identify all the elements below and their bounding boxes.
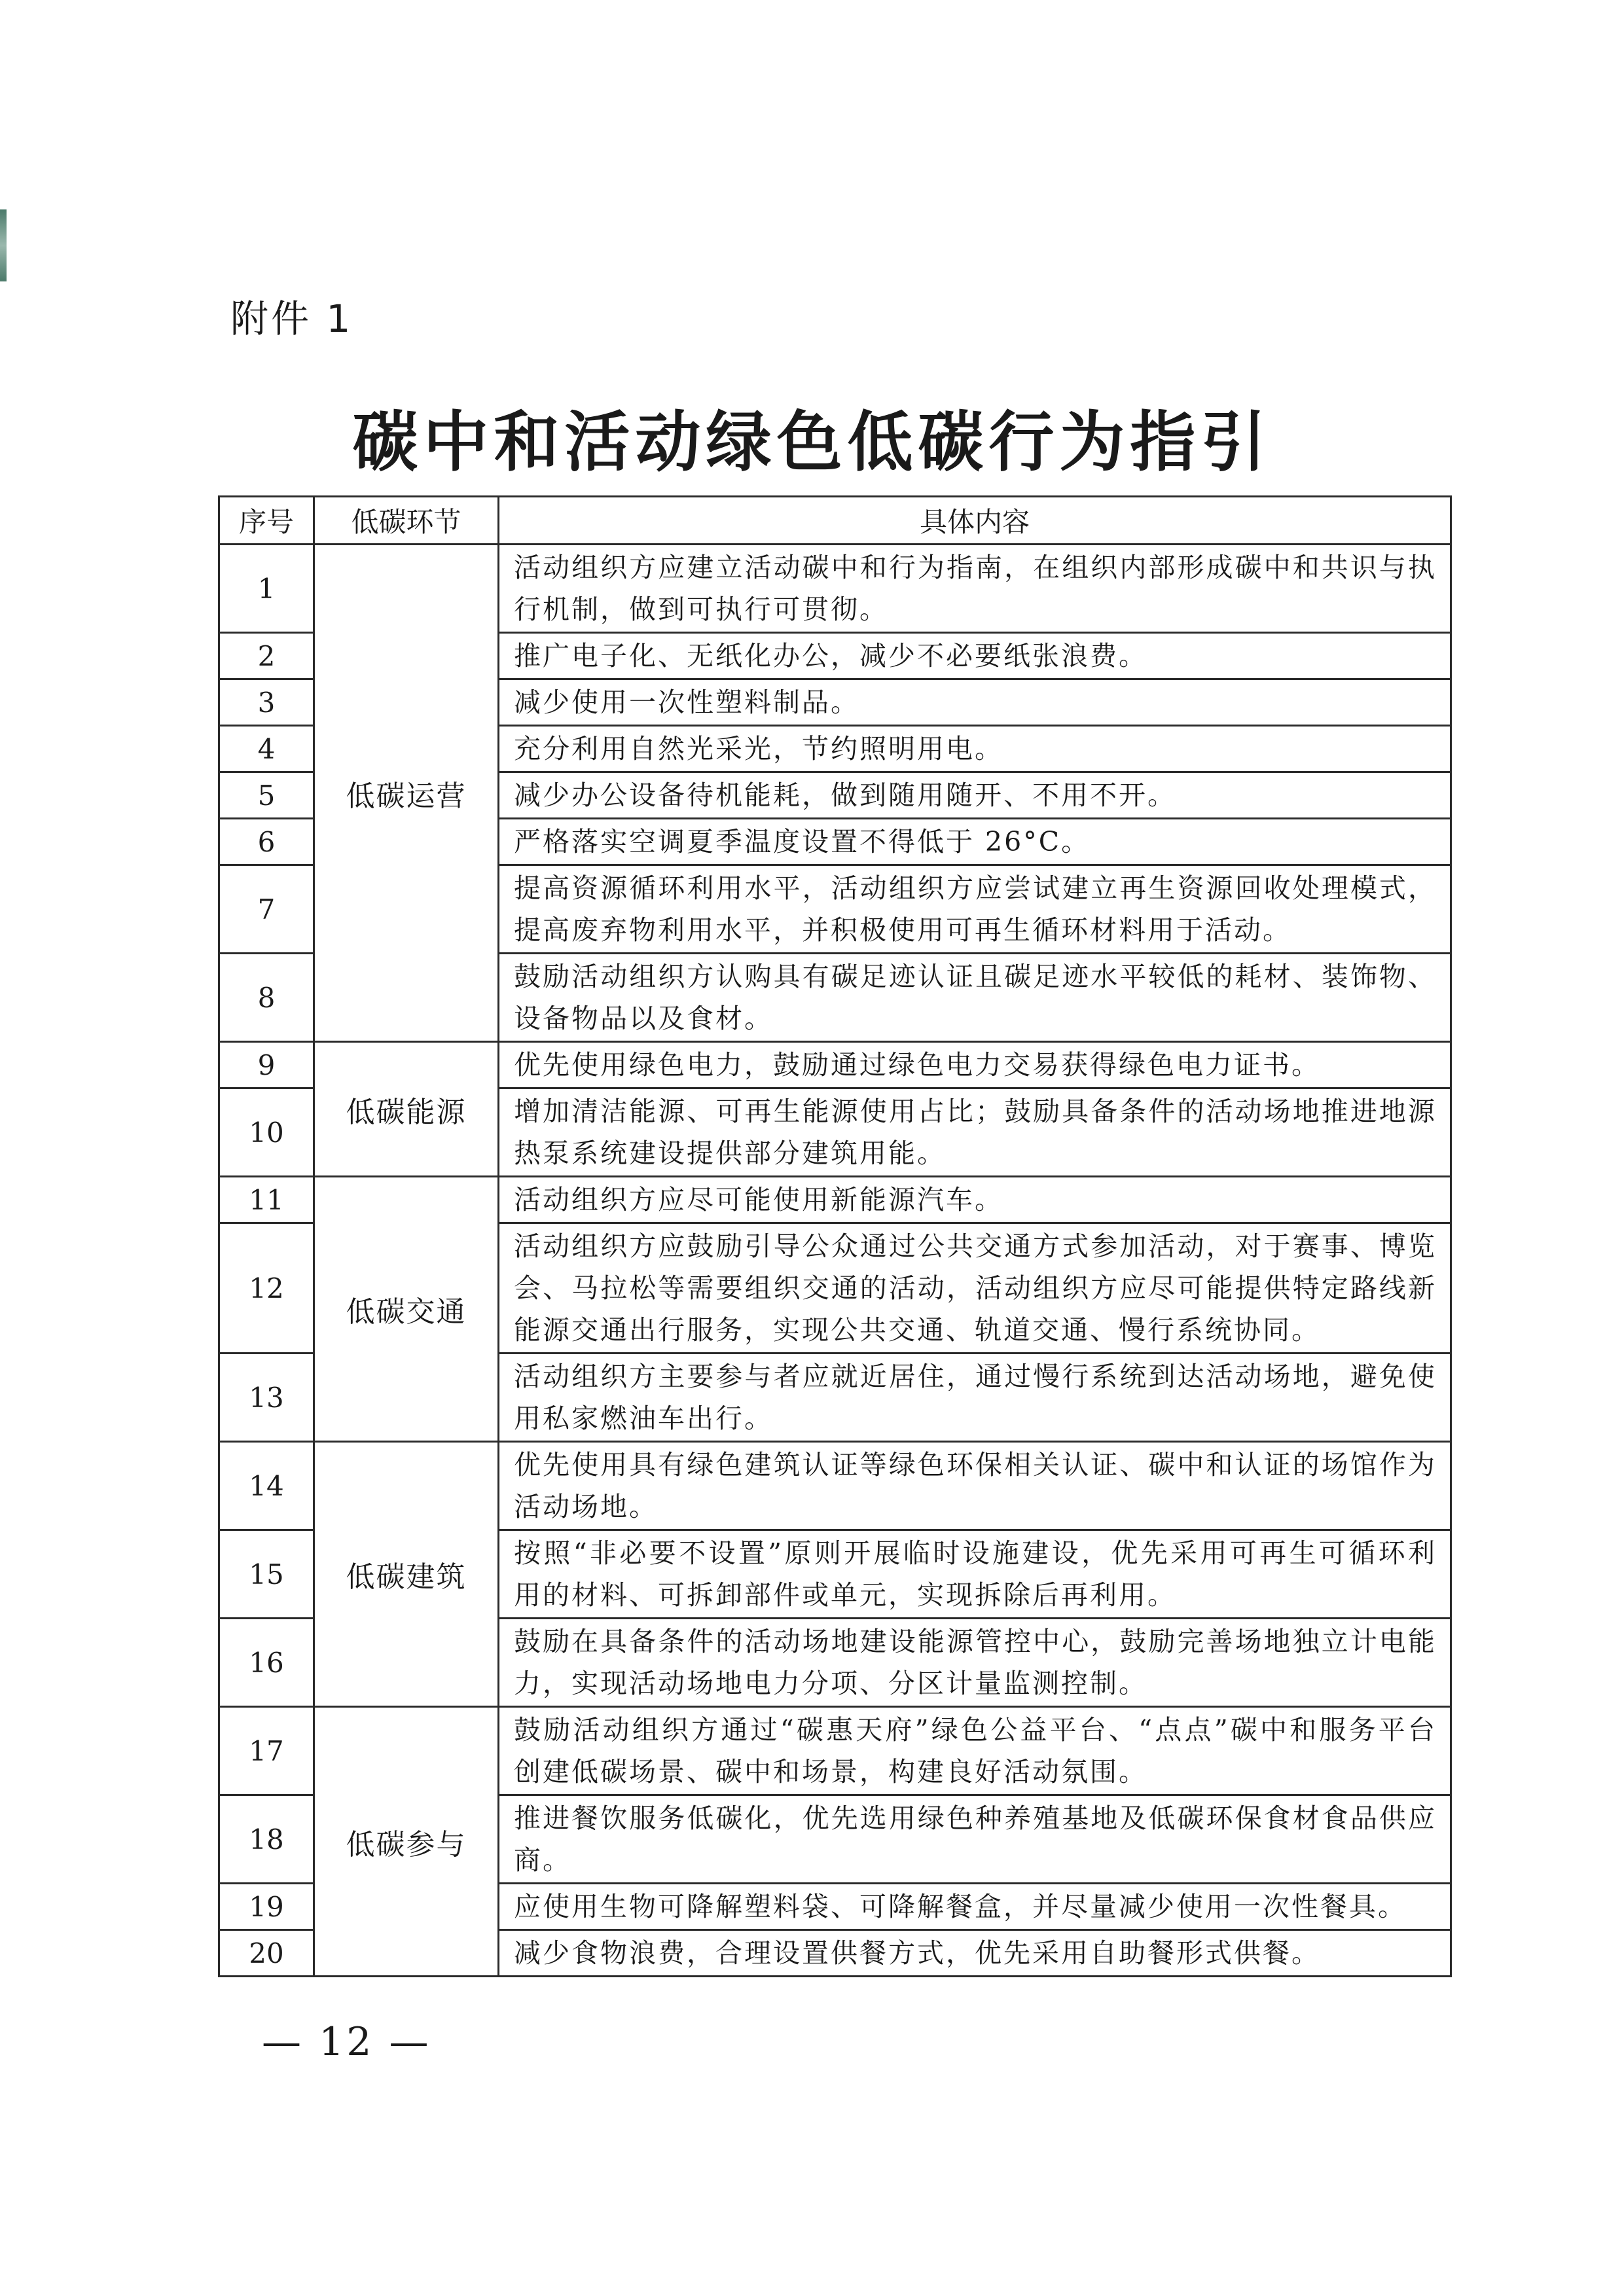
row-content: 减少使用一次性塑料制品。 (499, 679, 1451, 726)
stage-cell: 低碳参与 (314, 1707, 499, 1977)
row-number: 9 (219, 1042, 314, 1088)
row-content: 优先使用绿色电力，鼓励通过绿色电力交易获得绿色电力证书。 (499, 1042, 1451, 1088)
stage-cell: 低碳交通 (314, 1177, 499, 1442)
row-content: 严格落实空调夏季温度设置不得低于 26°C。 (499, 819, 1451, 865)
row-content: 充分利用自然光采光，节约照明用电。 (499, 726, 1451, 772)
row-content: 减少办公设备待机能耗，做到随用随开、不用不开。 (499, 772, 1451, 819)
stage-cell: 低碳建筑 (314, 1442, 499, 1707)
header-content: 具体内容 (499, 497, 1451, 545)
row-content: 应使用生物可降解塑料袋、可降解餐盒，并尽量减少使用一次性餐具。 (499, 1884, 1451, 1930)
row-content: 提高资源循环利用水平，活动组织方应尝试建立再生资源回收处理模式，提高废弃物利用水平，并积极使用可再生循环材料用于活动。 (499, 865, 1451, 954)
header-number: 序号 (219, 497, 314, 545)
row-content: 鼓励在具备条件的活动场地建设能源管控中心，鼓励完善场地独立计电能力，实现活动场地电力分项、分区计量监测控制。 (499, 1619, 1451, 1707)
row-number: 13 (219, 1354, 314, 1442)
row-number: 17 (219, 1707, 314, 1795)
stage-cell: 低碳运营 (314, 545, 499, 1042)
table-row (219, 1177, 1451, 1223)
row-content: 推广电子化、无纸化办公，减少不必要纸张浪费。 (499, 633, 1451, 679)
guideline-table (218, 495, 1452, 1977)
row-content: 活动组织方应尽可能使用新能源汽车。 (499, 1177, 1451, 1223)
row-number: 5 (219, 772, 314, 819)
row-content: 增加清洁能源、可再生能源使用占比；鼓励具备条件的活动场地推进地源热泵系统建设提供部分建筑用能。 (499, 1088, 1451, 1177)
row-number: 15 (219, 1530, 314, 1619)
row-content: 推进餐饮服务低碳化，优先选用绿色种养殖基地及低碳环保食材食品供应商。 (499, 1795, 1451, 1884)
row-number: 7 (219, 865, 314, 954)
row-content: 减少食物浪费，合理设置供餐方式，优先采用自助餐形式供餐。 (499, 1930, 1451, 1977)
row-number: 14 (219, 1442, 314, 1530)
header-stage: 低碳环节 (314, 497, 499, 545)
document-title: 碳中和活动绿色低碳行为指引 (352, 404, 1272, 480)
stage-cell: 低碳能源 (314, 1042, 499, 1177)
row-number: 8 (219, 954, 314, 1042)
table-row (219, 545, 1451, 633)
attachment-label: 附件 1 (230, 296, 353, 341)
row-content: 活动组织方应鼓励引导公众通过公共交通方式参加活动，对于赛事、博览会、马拉松等需要组织交通的活动，活动组织方应尽可能提供特定路线新能源交通出行服务，实现公共交通、轨道交通、慢行系统协同。 (499, 1223, 1451, 1354)
row-number: 10 (219, 1088, 314, 1177)
row-content: 鼓励活动组织方通过“碳惠天府”绿色公益平台、“点点”碳中和服务平台创建低碳场景、碳中和场景，构建良好活动氛围。 (499, 1707, 1451, 1795)
row-number: 6 (219, 819, 314, 865)
table-header-row (219, 497, 1451, 545)
table-row (219, 1442, 1451, 1530)
row-content: 按照“非必要不设置”原则开展临时设施建设，优先采用可再生可循环利用的材料、可拆卸部件或单元，实现拆除后再利用。 (499, 1530, 1451, 1619)
table-row (219, 1707, 1451, 1795)
row-number: 12 (219, 1223, 314, 1354)
row-content: 活动组织方应建立活动碳中和行为指南，在组织内部形成碳中和共识与执行机制，做到可执行可贯彻。 (499, 545, 1451, 633)
page-number: — 12 — (262, 2019, 431, 2065)
row-content: 优先使用具有绿色建筑认证等绿色环保相关认证、碳中和认证的场馆作为活动场地。 (499, 1442, 1451, 1530)
row-number: 18 (219, 1795, 314, 1884)
table-row (219, 1042, 1451, 1088)
row-number: 16 (219, 1619, 314, 1707)
row-number: 3 (219, 679, 314, 726)
row-content: 鼓励活动组织方认购具有碳足迹认证且碳足迹水平较低的耗材、装饰物、设备物品以及食材。 (499, 954, 1451, 1042)
row-number: 4 (219, 726, 314, 772)
row-number: 2 (219, 633, 314, 679)
binding-edge-mark (0, 209, 7, 281)
row-number: 19 (219, 1884, 314, 1930)
row-number: 11 (219, 1177, 314, 1223)
row-number: 20 (219, 1930, 314, 1977)
row-number: 1 (219, 545, 314, 633)
row-content: 活动组织方主要参与者应就近居住，通过慢行系统到达活动场地，避免使用私家燃油车出行。 (499, 1354, 1451, 1442)
